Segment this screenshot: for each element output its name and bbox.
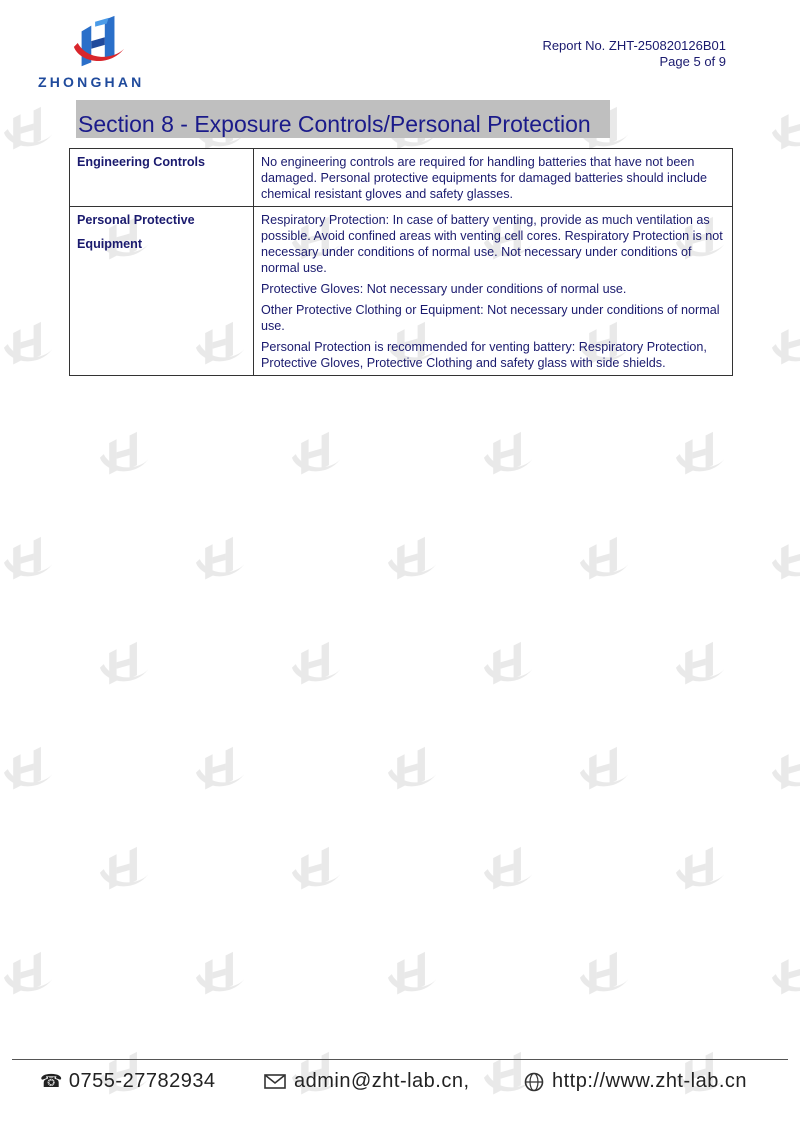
watermark-logo-icon [480, 845, 536, 895]
row-label [70, 207, 254, 376]
watermark-logo-icon [576, 950, 632, 1000]
watermark-logo-icon [384, 535, 440, 585]
company-logo [38, 14, 162, 94]
row-label-line: Personal Protective [77, 213, 195, 227]
watermark-logo-icon [288, 640, 344, 690]
watermark-logo-icon [96, 640, 152, 690]
table-row [70, 207, 733, 376]
description-paragraph: Respiratory Protection: In case of battery venting, provide as much ventilation as possible. Avoid confined areas with venting cell cores. Respiratory Protection is not necessary under conditions of normal use. Not necessary under conditions of normal use. [261, 213, 723, 275]
footer-email [264, 1070, 470, 1093]
table-row [70, 149, 733, 207]
row-description [254, 207, 733, 376]
telephone-icon: ☎ [40, 1071, 63, 1091]
watermark-logo-icon [480, 640, 536, 690]
watermark-logo-icon [0, 105, 56, 155]
report-number: Report No. ZHT-250820126B01 [542, 38, 726, 53]
row-label: Engineering Controls [70, 149, 254, 207]
page-footer [0, 1070, 800, 1100]
watermark-logo-icon [0, 320, 56, 370]
phone-number: 0755-27782934 [68, 1070, 216, 1092]
watermark-logo-icon [96, 430, 152, 480]
globe-www-icon [524, 1072, 544, 1092]
description-paragraph: Other Protective Clothing or Equipment: Not necessary under conditions of normal use. [261, 303, 720, 333]
watermark-logo-icon [672, 640, 728, 690]
logo-wordmark: ZHONGHAN [38, 74, 145, 90]
watermark-logo-icon [192, 535, 248, 585]
watermark-logo-icon [480, 430, 536, 480]
watermark-logo-icon [768, 535, 800, 585]
row-label-line: Equipment [77, 237, 143, 251]
watermark-logo-icon [0, 535, 56, 585]
watermark-logo-icon [768, 105, 800, 155]
watermark-logo-icon [192, 745, 248, 795]
exposure-controls-table [69, 148, 733, 376]
watermark-logo-icon [384, 745, 440, 795]
page-number: Page 5 of 9 [659, 54, 726, 69]
watermark-logo-icon [768, 950, 800, 1000]
watermark-logo-icon [384, 950, 440, 1000]
watermark-logo-icon [576, 535, 632, 585]
section-title: Section 8 - Exposure Controls/Personal Protection [76, 100, 610, 138]
watermark-logo-icon [768, 745, 800, 795]
report-meta [542, 38, 726, 70]
watermark-logo-icon [0, 950, 56, 1000]
watermark-logo-icon [288, 430, 344, 480]
email-address: admin@zht-lab.cn, [294, 1070, 470, 1092]
watermark-logo-icon [0, 745, 56, 795]
description-paragraph: Protective Gloves: Not necessary under conditions of normal use. [261, 282, 627, 296]
footer-divider [12, 1059, 788, 1060]
watermark-logo-icon [672, 845, 728, 895]
website-url: http://www.zht-lab.cn [552, 1070, 748, 1092]
description-paragraph: Personal Protection is recommended for venting battery: Respiratory Protection, Protective Gloves, Protective Clothing and safety glass with side shields. [261, 340, 707, 370]
row-description [254, 149, 733, 207]
envelope-icon [264, 1074, 286, 1089]
watermark-logo-icon [192, 950, 248, 1000]
zhonghan-logo-icon [70, 14, 128, 72]
watermark-logo-icon [96, 845, 152, 895]
footer-phone [40, 1070, 216, 1093]
watermark-logo-icon [576, 745, 632, 795]
footer-website [524, 1070, 747, 1093]
watermark-logo-icon [768, 320, 800, 370]
watermark-logo-icon [672, 430, 728, 480]
watermark-logo-icon [288, 845, 344, 895]
description-paragraph: No engineering controls are required for handling batteries that have not been damaged. Personal protective equipments for damaged batteries should include chemical resistant gloves and safety glasses. [261, 155, 707, 201]
